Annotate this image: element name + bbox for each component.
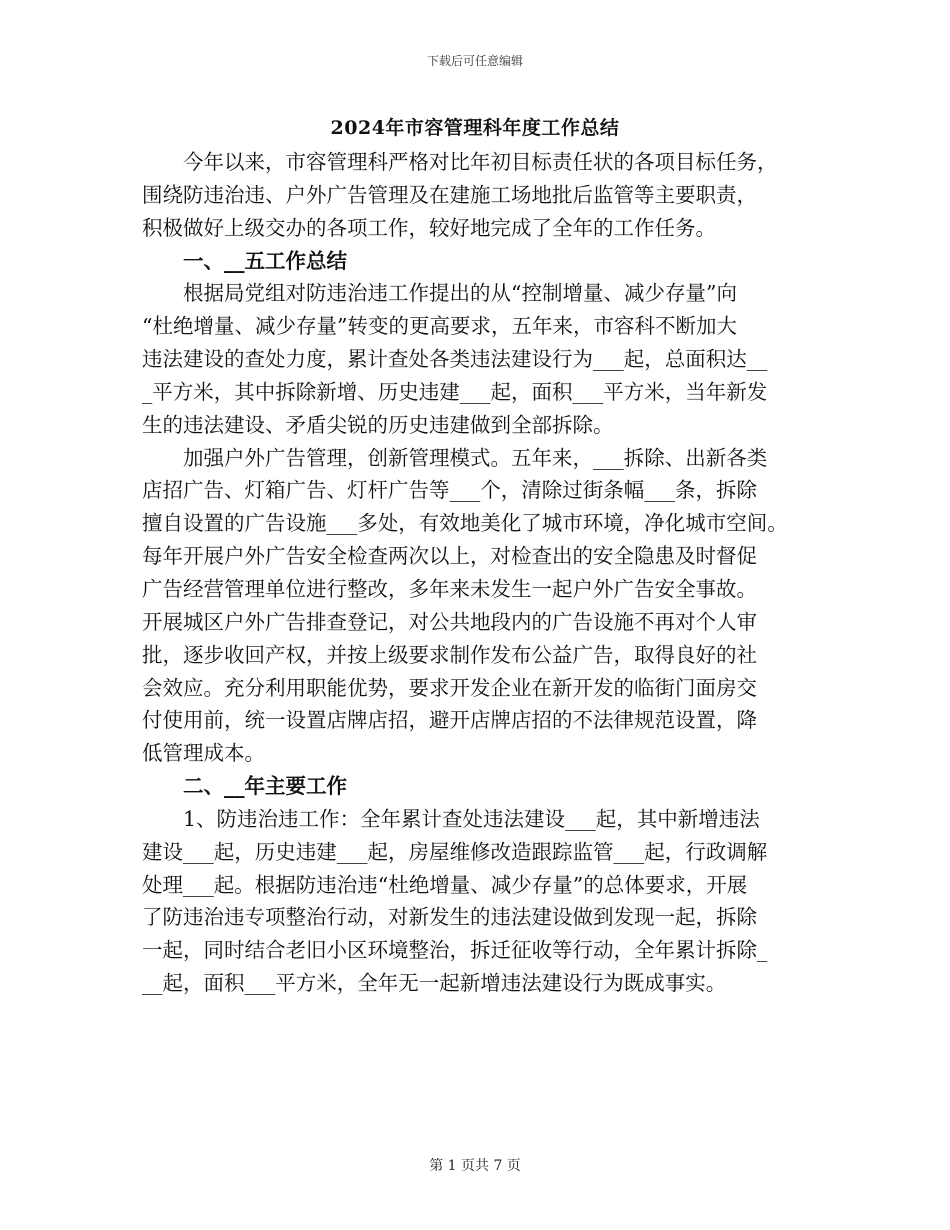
paragraph-line: 店招广告、灯箱广告、灯杆广告等___个，清除过街条幅___条，拆除 [142,478,757,503]
paragraph-line: 付使用前，统一设置店牌店招，避开店牌店招的不法律规范设置，降 [142,708,757,733]
page-header: 下载后可任意编辑 [426,54,523,68]
paragraph-line: 处理___起。根据防违治违“杜绝增量、减少存量”的总体要求，开展 [142,872,748,897]
paragraph-line: 积极做好上级交办的各项工作，较好地完成了全年的工作任务。 [142,215,716,240]
paragraph-line: 建设___起，历史违建___起，房屋维修改造跟踪监管___起，行政调解 [142,839,768,864]
paragraph-line: 加强户外广告管理，创新管理模式。五年来，___拆除、出新各类 [183,445,768,470]
paragraph-line: 根据局党组对防违治违工作提出的从“控制增量、减少存量”向 [183,281,737,306]
paragraph-line: 违法建设的查处力度，累计查处各类违法建设行为___起，总面积达__ [142,347,768,372]
document-title: 2024年市容管理科年度工作总结 [330,117,620,139]
paragraph-line: 一起，同时结合老旧小区环境整治，拆迁征收等行动，全年累计拆除_ [142,938,768,963]
paragraph-line: 低管理成本。 [142,741,265,766]
section-heading: 二、__年主要工作 [183,774,347,799]
paragraph-line: 擅自设置的广告设施___多处，有效地美化了城市环境，净化城市空间。 [142,511,788,536]
paragraph-line: _平方米，其中拆除新增、历史违建___起，面积___平方米，当年新发 [142,379,768,404]
paragraph-line: 生的违法建设、矛盾尖锐的历史违建做到全部拆除。 [142,412,614,437]
document-body [142,146,812,1000]
paragraph-line: 批，逐步收回产权，并按上级要求制作发布公益广告，取得良好的社 [142,642,757,667]
paragraph-line: 围绕防违治违、户外广告管理及在建施工场地批后监管等主要职责， [142,182,757,207]
paragraph-line: 广告经营管理单位进行整改，多年来未发生一起户外广告安全事故。 [142,576,757,601]
page-number-footer: 第 1 页共 7 页 [429,1158,521,1174]
section-heading: 一、__五工作总结 [183,248,347,273]
paragraph-line: 会效应。充分利用职能优势，要求开发企业在新开发的临街门面房交 [142,675,757,700]
paragraph-line: 1、防违治违工作：全年累计查处违法建设___起，其中新增违法 [183,806,760,831]
paragraph-line: 每年开展户外广告安全检查两次以上，对检查出的安全隐患及时督促 [142,544,757,569]
paragraph-line: 开展城区户外广告排查登记，对公共地段内的广告设施不再对个人审 [142,609,757,634]
paragraph-line: 今年以来，市容管理科严格对比年初目标责任状的各项目标任务， [183,150,778,174]
paragraph-line: “杜绝增量、减少存量”转变的更高要求，五年来，市容科不断加大 [142,314,737,339]
paragraph-line: 了防违治违专项整治行动，对新发生的违法建设做到发现一起，拆除 [142,905,757,930]
paragraph-line: __起，面积___平方米，全年无一起新增违法建设行为既成事实。 [142,971,727,996]
